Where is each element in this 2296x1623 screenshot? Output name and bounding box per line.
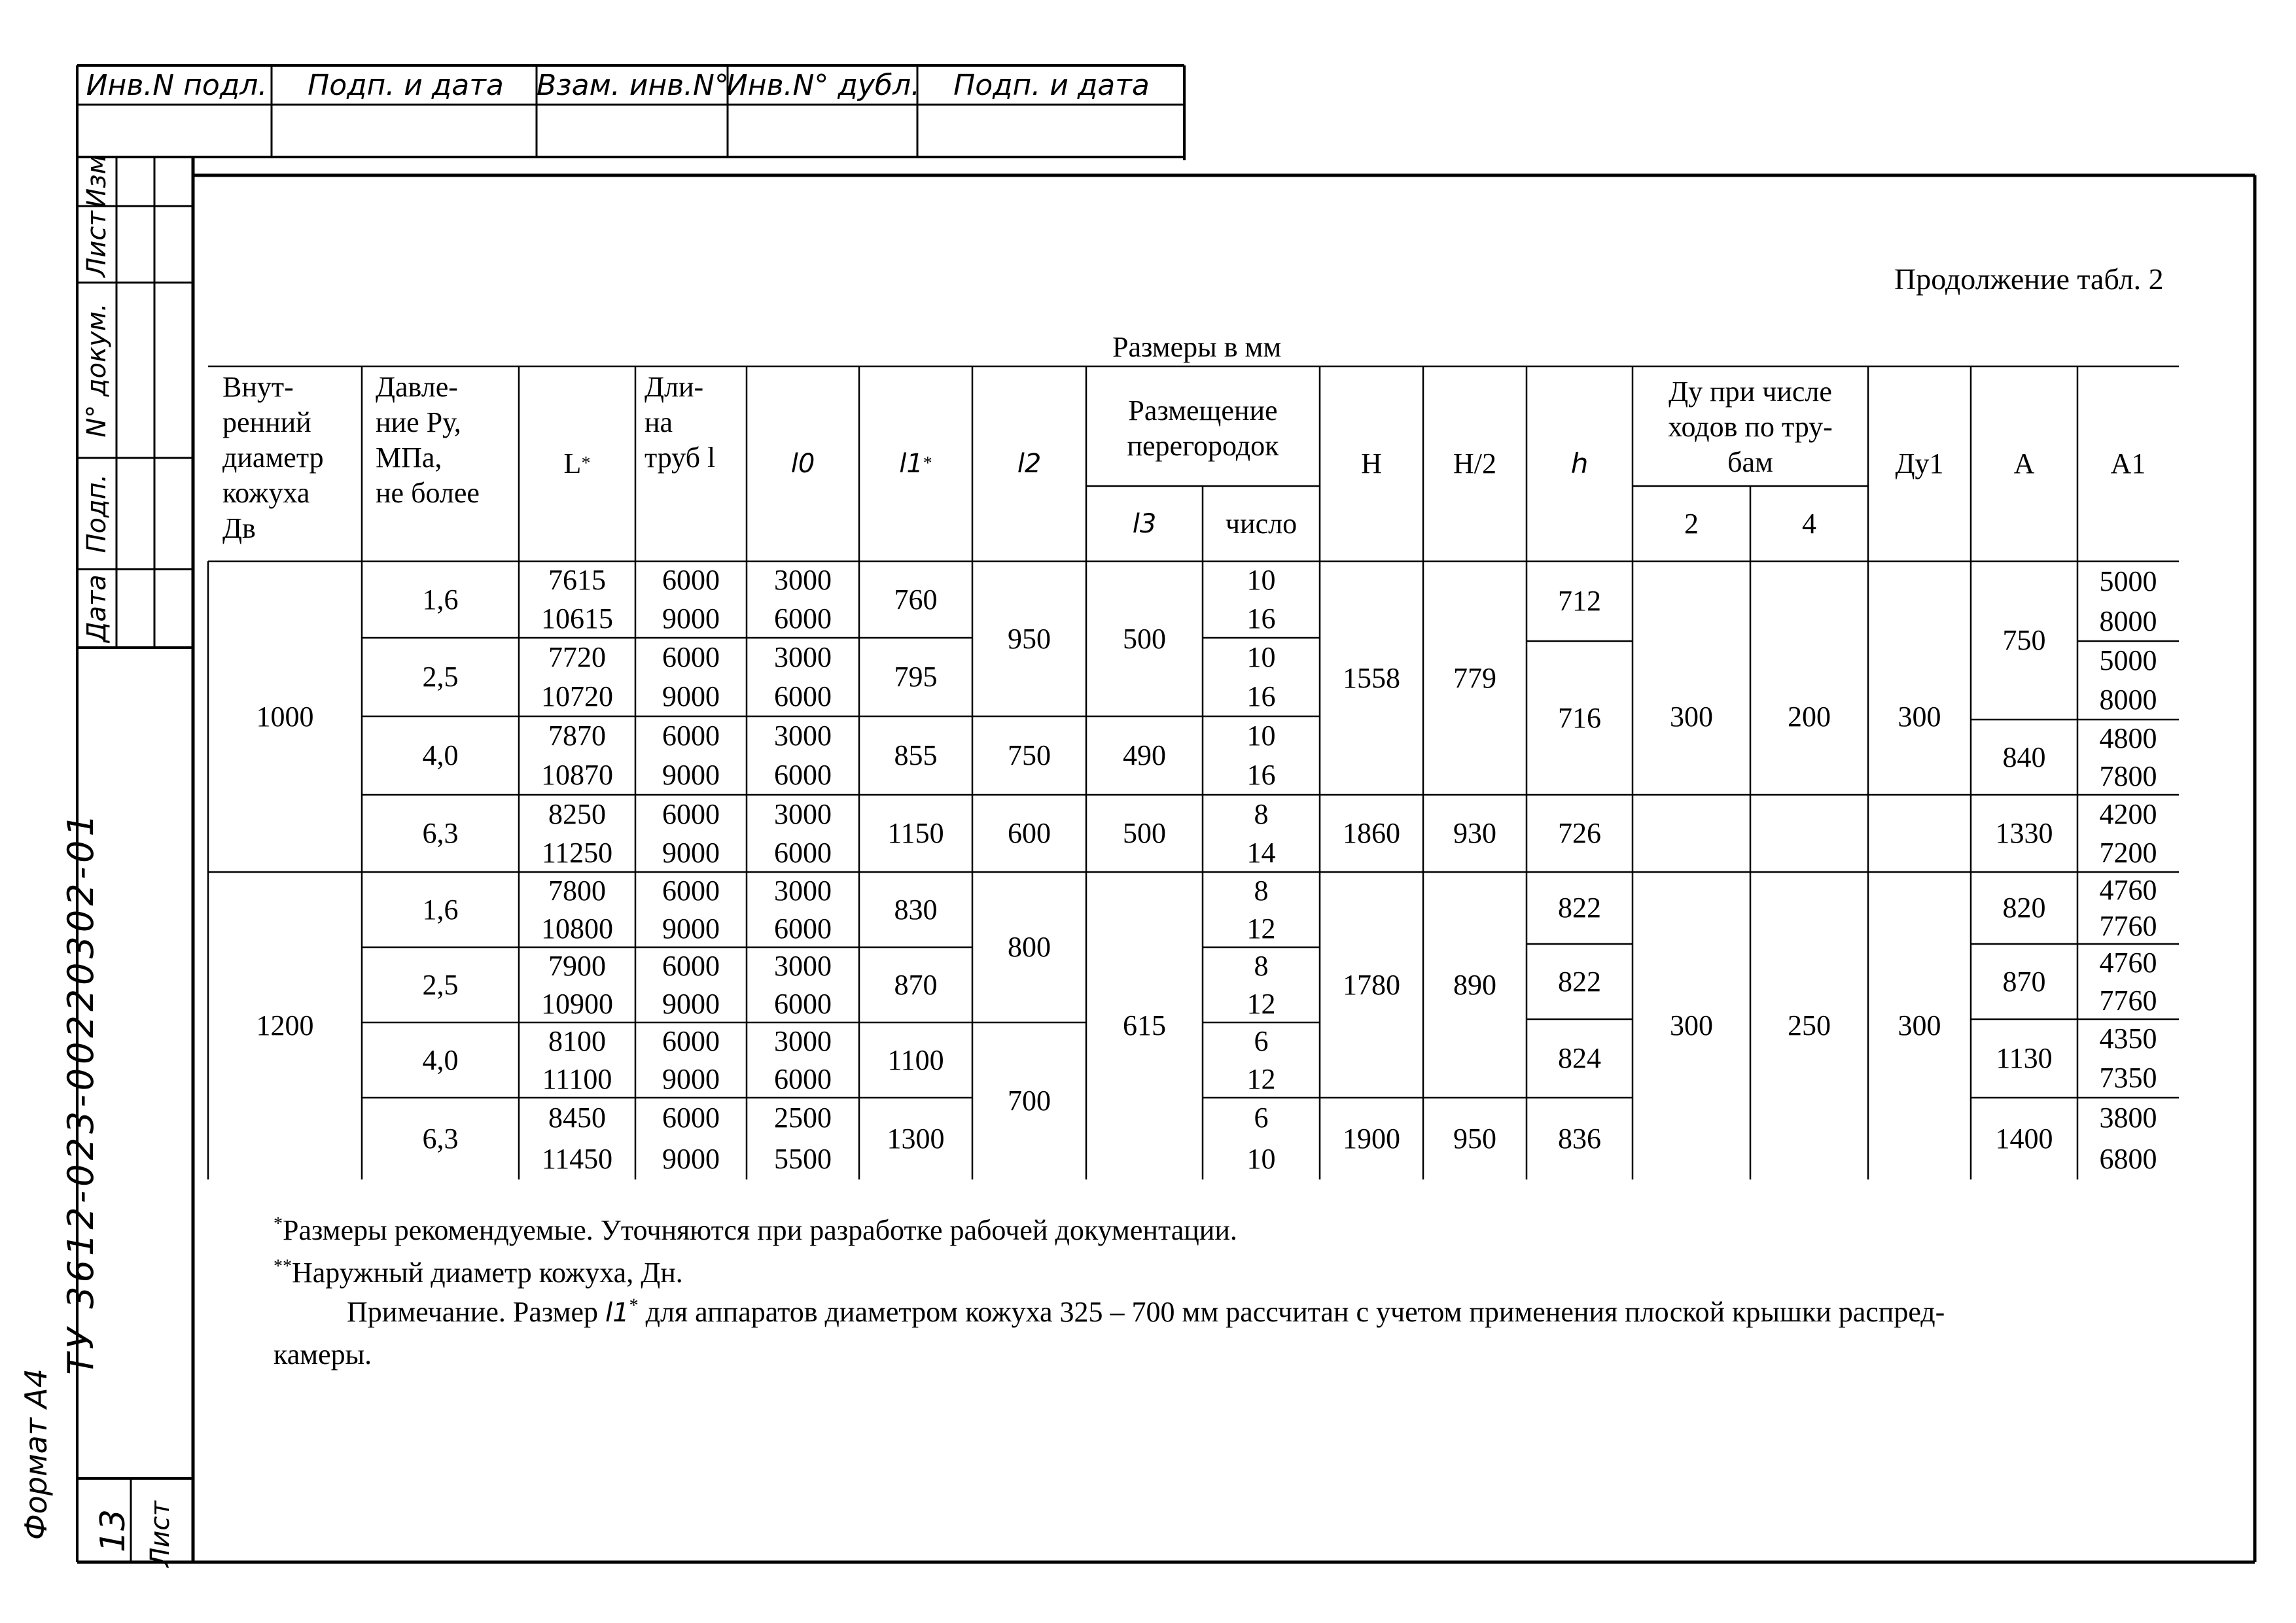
cell-A: 1400 [1995, 1122, 2053, 1155]
cell-L [519, 1022, 635, 1098]
cell-l0 [747, 561, 859, 638]
cell-l0-value: 3000 [774, 720, 832, 752]
cell-L-value: 10900 [541, 987, 613, 1020]
cell-l0 [747, 872, 859, 947]
cell-l0-value: 6000 [774, 602, 832, 635]
cell-l0-value: 3000 [774, 1025, 832, 1057]
cell-count [1203, 947, 1320, 1022]
header-l0: l0 [790, 449, 815, 479]
cell-H2: 890 [1453, 968, 1496, 1001]
cell-l3: 500 [1123, 622, 1166, 655]
header-passes-2: 2 [1684, 507, 1699, 540]
cell-tube-length-value: 9000 [662, 1142, 720, 1175]
note-2: **Наружный диаметр кожуха, Дн. [274, 1256, 683, 1289]
cell-A1-value: 6800 [2099, 1142, 2157, 1175]
cell-pressure: 1,6 [422, 583, 459, 616]
cell-l0-value: 6000 [774, 759, 832, 791]
cell-l2: 800 [1008, 931, 1051, 963]
cell-pressure: 1,6 [422, 893, 459, 926]
cell-tube-length-value: 9000 [662, 837, 720, 869]
stamp-inv-podl: Инв.N подл. [86, 68, 268, 102]
cell-tube-length-value: 6000 [662, 1102, 720, 1134]
cell-A1-value: 3800 [2099, 1102, 2157, 1134]
cell-count [1203, 1098, 1320, 1179]
cell-l3: 490 [1123, 739, 1166, 771]
cell-A1-value: 7760 [2099, 910, 2157, 942]
cell-tube-length-value: 6000 [662, 798, 720, 830]
cell-L-value: 10615 [541, 602, 613, 635]
cell-H: 1558 [1343, 661, 1400, 694]
cell-l1: 1150 [887, 817, 944, 849]
header-H2: H/2 [1453, 447, 1496, 480]
cell-pressure: 4,0 [422, 1043, 459, 1076]
stamp-podp-data-2: Подп. и дата [953, 68, 1150, 102]
cell-L-value: 11250 [541, 837, 613, 869]
cell-h: 824 [1558, 1042, 1601, 1074]
cell-tube-length [635, 561, 747, 638]
cell-tube-length-value: 6000 [662, 1025, 720, 1057]
header-passes-4: 4 [1802, 507, 1816, 540]
cell-H2: 779 [1453, 661, 1496, 694]
stamp-n-dokum: N° докум. [82, 303, 112, 438]
cell-tube-length-value: 6000 [662, 564, 720, 596]
header-du1: Ду1 [1895, 447, 1944, 480]
cell-L [519, 561, 635, 638]
cell-A1-value: 7200 [2099, 837, 2157, 869]
cell-A: 1330 [1995, 817, 2053, 849]
stamp-podp-data-1: Подп. и дата [308, 68, 504, 102]
cell-h: 726 [1558, 817, 1601, 849]
cell-L-value: 7900 [548, 950, 606, 982]
cell-l0-value: 6000 [774, 837, 832, 869]
cell-count [1203, 1022, 1320, 1098]
cell-count-value: 14 [1246, 837, 1276, 869]
cell-l0-value: 3000 [774, 564, 832, 596]
cell-l0 [747, 1022, 859, 1098]
header-A1: A1 [2110, 447, 2146, 480]
cell-A: 1130 [1996, 1042, 2053, 1074]
cell-L-value: 10720 [541, 680, 613, 712]
cell-l1: 795 [894, 661, 938, 693]
cell-h: 836 [1558, 1122, 1601, 1155]
cell-tube-length [635, 947, 747, 1022]
header-H: H [1361, 447, 1382, 480]
cell-l3: 615 [1123, 1009, 1166, 1041]
cell-du1: 300 [1898, 700, 1941, 733]
cell-tube-length-value: 9000 [662, 912, 720, 945]
cell-L-value: 8100 [548, 1025, 606, 1057]
cell-count-value: 10 [1246, 564, 1276, 596]
group-dv-1200: 1200 [256, 1009, 314, 1041]
cell-l0-value: 6000 [774, 912, 832, 945]
table-continuation: Продолжение табл. 2 [1894, 262, 2164, 296]
cell-h: 822 [1558, 892, 1601, 924]
cell-A1 [2077, 720, 2179, 795]
cell-H2: 930 [1453, 817, 1496, 849]
cell-A1-value: 7800 [2099, 759, 2157, 792]
cell-count-value: 12 [1246, 912, 1276, 945]
cell-H2: 950 [1453, 1122, 1496, 1155]
cell-count-value: 16 [1246, 759, 1276, 791]
header-l1: l1 * [899, 449, 932, 479]
stamp-list-label: Лист [145, 1501, 175, 1567]
cell-tube-length-value: 6000 [662, 950, 720, 982]
cell-count-value: 10 [1246, 641, 1276, 673]
cell-A1 [2077, 944, 2179, 1019]
cell-pressure: 2,5 [422, 661, 459, 693]
cell-A: 820 [2002, 892, 2046, 924]
cell-pressure: 4,0 [422, 739, 459, 771]
cell-L-value: 7800 [548, 875, 606, 907]
header-tube-length: Дли- на труб l [645, 371, 716, 474]
cell-l0 [747, 638, 859, 716]
cell-A1 [2077, 561, 2179, 641]
group-dv-1000: 1000 [256, 700, 314, 733]
cell-l3: 500 [1123, 817, 1166, 849]
page-number: 13 [94, 1509, 133, 1553]
cell-pressure: 6,3 [422, 817, 459, 849]
header-L: L * [563, 447, 591, 480]
cell-tube-length [635, 716, 747, 795]
cell-l1: 870 [894, 968, 938, 1001]
cell-A1 [2077, 1098, 2179, 1179]
cell-tube-length [635, 638, 747, 716]
cell-pressure: 6,3 [422, 1122, 459, 1155]
cell-L [519, 716, 635, 795]
header-l2: l2 [1017, 449, 1042, 479]
cell-tube-length-value: 9000 [662, 680, 720, 712]
cell-passes-2: 300 [1670, 700, 1713, 733]
cell-count [1203, 561, 1320, 638]
cell-passes-4: 250 [1788, 1009, 1831, 1041]
cell-tube-length [635, 1098, 747, 1179]
header-A: A [2013, 447, 2035, 480]
header-h: h [1570, 447, 1589, 480]
cell-count-value: 16 [1246, 680, 1276, 712]
cell-count-value: 8 [1254, 875, 1269, 907]
cell-l0-value: 6000 [774, 987, 832, 1020]
cell-A1-value: 4200 [2099, 798, 2157, 830]
header-l3: l3 [1132, 508, 1157, 539]
cell-A: 870 [2002, 965, 2046, 998]
cell-count-value: 6 [1254, 1025, 1269, 1057]
header-count: число [1225, 507, 1298, 540]
cell-L-value: 8250 [548, 798, 606, 830]
cell-count [1203, 795, 1320, 872]
cell-A1 [2077, 795, 2179, 872]
cell-A: 750 [2002, 624, 2046, 656]
note-3: Примечание. Размер l1* для аппаратов диаметром кожуха 325 – 700 мм рассчитан с учетом применения плоской крышки распред- [347, 1295, 1945, 1328]
cell-A1-value: 7760 [2099, 984, 2157, 1017]
cell-A1-value: 8000 [2099, 684, 2157, 716]
cell-count-value: 8 [1254, 950, 1269, 982]
cell-h: 712 [1558, 585, 1601, 617]
cell-A1-value: 4760 [2099, 874, 2157, 906]
cell-l0-value: 3000 [774, 798, 832, 830]
cell-l0-value: 6000 [774, 680, 832, 712]
cell-l0 [747, 716, 859, 795]
cell-L [519, 872, 635, 947]
cell-L-value: 11100 [542, 1062, 612, 1095]
cell-l2: 600 [1008, 817, 1051, 849]
stamp-vzam-inv: Взам. инв.N° [537, 68, 729, 102]
cell-L-value: 7720 [548, 641, 606, 673]
stamp-podp: Подп. [82, 474, 112, 553]
cell-l0 [747, 795, 859, 872]
cell-passes-2: 300 [1670, 1009, 1713, 1041]
cell-l1: 1300 [887, 1122, 945, 1155]
cell-l0-value: 3000 [774, 875, 832, 907]
note-3-continued: камеры. [274, 1338, 372, 1370]
cell-H: 1900 [1343, 1122, 1400, 1155]
cell-count-value: 12 [1246, 1062, 1276, 1095]
cell-A1 [2077, 1019, 2179, 1098]
stamp-izm: Изм [82, 154, 112, 208]
cell-l0-value: 3000 [774, 950, 832, 982]
cell-passes-4: 200 [1788, 700, 1831, 733]
cell-A1-value: 5000 [2099, 644, 2157, 676]
cell-l1: 830 [894, 893, 938, 926]
cell-count-value: 10 [1246, 720, 1276, 752]
cell-L-value: 7870 [548, 720, 606, 752]
cell-du1: 300 [1898, 1009, 1941, 1041]
cell-tube-length-value: 9000 [662, 759, 720, 791]
stamp-inv-dubl: Инв.N° дубл. [726, 68, 921, 102]
cell-l1: 855 [894, 739, 938, 771]
cell-l0 [747, 1098, 859, 1179]
cell-count [1203, 638, 1320, 716]
stamp-list: Лист [82, 211, 112, 277]
header-baffles: Размещение перегородок [1127, 394, 1279, 462]
cell-h: 822 [1558, 965, 1601, 998]
note-1: *Размеры рекомендуемые. Уточняются при разработке рабочей документации. [274, 1213, 1237, 1246]
cell-L-value: 10870 [541, 759, 613, 791]
cell-L [519, 947, 635, 1022]
cell-l0-value: 5500 [774, 1142, 832, 1175]
cell-A: 840 [2002, 741, 2046, 773]
cell-count-value: 12 [1246, 987, 1276, 1020]
cell-A1-value: 4760 [2099, 947, 2157, 979]
cell-L-value: 11450 [541, 1142, 613, 1175]
cell-tube-length-value: 9000 [662, 987, 720, 1020]
header-pressure: Давле- ние Pу, МПа, не более [376, 371, 480, 509]
cell-l0-value: 2500 [774, 1102, 832, 1134]
cell-count-value: 16 [1246, 602, 1276, 635]
cell-l1: 1100 [887, 1043, 944, 1076]
units-caption: Размеры в мм [1112, 331, 1282, 363]
cell-L [519, 795, 635, 872]
cell-A1 [2077, 872, 2179, 944]
cell-A1-value: 7350 [2099, 1062, 2157, 1094]
format-label: Формат А4 [18, 1369, 54, 1540]
document-code: ТУ 3612-023-00220302-01 [60, 810, 101, 1375]
header-du-passes: Ду при числе ходов по тру- бам [1668, 375, 1833, 478]
cell-tube-length [635, 872, 747, 947]
cell-tube-length-value: 9000 [662, 602, 720, 635]
cell-count-value: 10 [1246, 1142, 1276, 1175]
cell-tube-length-value: 6000 [662, 720, 720, 752]
cell-L [519, 1098, 635, 1179]
cell-A1-value: 4800 [2099, 722, 2157, 754]
cell-A1-value: 4350 [2099, 1022, 2157, 1055]
cell-L-value: 8450 [548, 1102, 606, 1134]
cell-H: 1860 [1343, 817, 1400, 849]
cell-tube-length [635, 1022, 747, 1098]
cell-count-value: 8 [1254, 798, 1269, 830]
cell-L-value: 10800 [541, 912, 613, 945]
cell-count-value: 6 [1254, 1102, 1269, 1134]
cell-h: 716 [1558, 701, 1601, 734]
cell-tube-length [635, 795, 747, 872]
stamp-data: Дата [82, 574, 112, 642]
cell-l2: 950 [1008, 622, 1051, 655]
cell-l2: 750 [1008, 739, 1051, 771]
cell-L-value: 7615 [548, 564, 606, 596]
cell-tube-length-value: 6000 [662, 641, 720, 673]
header-dv: Внут- ренний диаметр кожуха Дв [222, 371, 324, 544]
cell-l0 [747, 947, 859, 1022]
cell-l1: 760 [894, 583, 938, 616]
cell-H: 1780 [1343, 968, 1400, 1001]
cell-tube-length-value: 9000 [662, 1062, 720, 1095]
cell-l2: 700 [1008, 1085, 1051, 1117]
cell-L [519, 638, 635, 716]
cell-pressure: 2,5 [422, 968, 459, 1001]
cell-l0-value: 6000 [774, 1062, 832, 1095]
cell-count [1203, 872, 1320, 947]
cell-count [1203, 716, 1320, 795]
cell-A1 [2077, 641, 2179, 720]
cell-A1-value: 8000 [2099, 605, 2157, 637]
cell-A1-value: 5000 [2099, 565, 2157, 597]
cell-l0-value: 3000 [774, 641, 832, 673]
cell-tube-length-value: 6000 [662, 875, 720, 907]
